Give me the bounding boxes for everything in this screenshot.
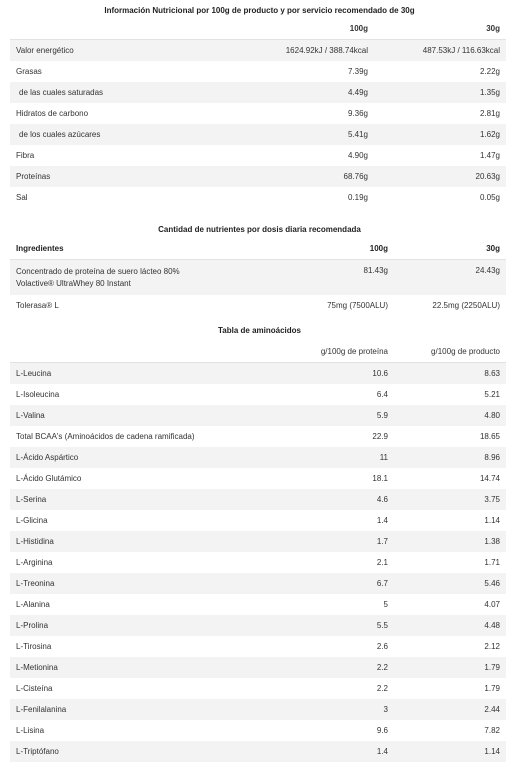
row-label: L-Glicina: [16, 516, 48, 525]
row-label: Total BCAA's (Aminoácidos de cadena ramificada): [16, 432, 195, 441]
table-row: [10, 720, 506, 741]
row-value-30g: 1.35g: [374, 82, 506, 103]
table-row: [10, 699, 506, 720]
ingredients-table: [10, 238, 506, 316]
nutrition-header-row: [10, 18, 506, 40]
row-value-product: 8.96: [394, 447, 506, 468]
table-row: [10, 531, 506, 552]
row-label: L-Ácido Aspártico: [10, 447, 242, 468]
row-value-protein: 18.1: [372, 474, 388, 483]
row-value-100g: 5.41g: [242, 124, 374, 145]
ingredients-header-row: [10, 238, 506, 260]
row-label: L-Arginina: [16, 558, 53, 567]
row-label: L-Lisina: [16, 726, 45, 735]
row-value-protein: 5.5: [242, 615, 394, 636]
table-row: [10, 426, 506, 447]
table-row: [10, 187, 506, 208]
table-row: [10, 678, 506, 699]
row-value-protein: 5: [383, 600, 388, 609]
table-row: [10, 40, 506, 62]
table-row: [10, 489, 506, 510]
row-value-100g: 68.76g: [242, 166, 374, 187]
ingredients-col-100g: 100g: [242, 238, 394, 260]
row-value-product: 4.07: [484, 600, 500, 609]
row-value-protein: 10.6: [242, 363, 394, 385]
row-value-product: 5.46: [394, 573, 506, 594]
row-value-protein: 6.4: [376, 390, 388, 399]
row-label: L-Cisteína: [16, 684, 53, 693]
row-label: Sal: [16, 193, 28, 202]
table-row: [10, 594, 506, 615]
row-label: L-Prolina: [10, 615, 242, 636]
row-value-protein: 2.2: [376, 684, 388, 693]
row-value-30g: 22.5mg (2250ALU): [432, 301, 500, 310]
row-value-product: 1.14: [484, 516, 500, 525]
nutrition-title: Información Nutricional por 100g de producto y por servicio recomendado de 30g: [104, 6, 415, 15]
amino-title: Tabla de aminoácidos: [218, 326, 301, 335]
table-row: [10, 615, 506, 636]
amino-col-product: g/100g de producto: [394, 341, 506, 363]
table-row: [10, 363, 506, 385]
table-row: [10, 573, 506, 594]
row-label: L-Alanina: [16, 600, 50, 609]
table-row: [10, 636, 506, 657]
row-label: L-Leucina: [10, 363, 242, 385]
row-value-protein: 1.4: [242, 741, 394, 762]
row-label: L-Triptófano: [10, 741, 242, 762]
row-label: Proteínas: [10, 166, 242, 187]
table-row: [10, 447, 506, 468]
row-value-protein: 22.9: [372, 432, 388, 441]
row-label: de los cuales azúcares: [10, 124, 242, 145]
table-row: [10, 82, 506, 103]
row-value-protein: 9.6: [376, 726, 388, 735]
row-value-100g: 7.39g: [347, 67, 368, 76]
row-value-100g: 0.19g: [347, 193, 368, 202]
table-row: [10, 145, 506, 166]
row-value-100g: 4.49g: [242, 82, 374, 103]
table-row: [10, 260, 506, 296]
row-value-product: 1.14: [394, 741, 506, 762]
row-label: L-Serina: [10, 489, 242, 510]
table-row: [10, 103, 506, 124]
row-value-product: 4.48: [394, 615, 506, 636]
row-label: L-Metionina: [10, 657, 242, 678]
row-label: L-Valina: [10, 405, 242, 426]
row-value-product: 2.44: [394, 699, 506, 720]
row-value-protein: 2.2: [242, 657, 394, 678]
row-value-product: 14.74: [479, 474, 500, 483]
table-row: [10, 61, 506, 82]
row-value-product: 1.38: [394, 531, 506, 552]
amino-table: [10, 341, 506, 762]
row-value-product: 1.79: [484, 684, 500, 693]
row-label: L-Fenilalanina: [10, 699, 242, 720]
row-label: Hidratos de carbono: [16, 109, 89, 118]
amino-col-protein: g/100g de proteína: [242, 341, 394, 363]
row-label: L-Isoleucina: [16, 390, 60, 399]
ingredient-brand: Volactive® UltraWhey 80 Instant: [16, 278, 131, 288]
nutrition-col-100g: 100g: [242, 18, 374, 40]
row-value-30g: 487.53kJ / 116.63kcal: [374, 40, 506, 62]
table-row: [10, 510, 506, 531]
table-row: [10, 295, 506, 316]
nutrition-col-30g: 30g: [374, 18, 506, 40]
row-value-protein: 2.6: [376, 642, 388, 651]
row-value-product: 4.80: [394, 405, 506, 426]
row-value-100g: 9.36g: [347, 109, 368, 118]
row-value-protein: 6.7: [242, 573, 394, 594]
row-value-product: 1.71: [484, 558, 500, 567]
row-value-product: 2.12: [484, 642, 500, 651]
row-value-30g: 1.47g: [479, 151, 500, 160]
row-value-30g: 2.81g: [479, 109, 500, 118]
row-value-100g: 81.43g: [242, 260, 394, 296]
row-label: L-Ácido Glutámico: [16, 474, 82, 483]
row-value-30g: 20.63g: [374, 166, 506, 187]
row-value-protein: 1.7: [242, 531, 394, 552]
table-row: [10, 166, 506, 187]
table-row: [10, 124, 506, 145]
row-value-protein: 4.6: [242, 489, 394, 510]
row-label: L-Histidina: [10, 531, 242, 552]
row-value-30g: 1.62g: [374, 124, 506, 145]
row-label: Grasas: [16, 67, 42, 76]
row-value-product: 18.65: [479, 432, 500, 441]
nutrition-table: [10, 18, 506, 208]
table-row: [10, 405, 506, 426]
table-row: [10, 552, 506, 573]
row-value-protein: 11: [242, 447, 394, 468]
row-label: L-Treonina: [10, 573, 242, 594]
ingredient-name: Tolerasa® L: [16, 301, 59, 310]
table-row: [10, 468, 506, 489]
row-value-100g: 4.90g: [347, 151, 368, 160]
row-label: L-Tirosina: [16, 642, 52, 651]
ingredients-header: Ingredientes: [10, 238, 242, 260]
row-label: Fibra: [16, 151, 35, 160]
row-value-30g: 2.22g: [479, 67, 500, 76]
row-value-protein: 1.4: [376, 516, 388, 525]
ingredient-name: Concentrado de proteína de suero lácteo 80%: [16, 266, 180, 276]
amino-header-row: [10, 341, 506, 363]
row-value-protein: 5.9: [242, 405, 394, 426]
row-value-product: 3.75: [394, 489, 506, 510]
ingredients-col-30g: 30g: [394, 238, 506, 260]
table-row: [10, 384, 506, 405]
row-value-product: 1.79: [394, 657, 506, 678]
row-value-100g: 75mg (7500ALU): [327, 301, 388, 310]
table-row: [10, 657, 506, 678]
row-value-protein: 2.1: [376, 558, 388, 567]
row-value-30g: 24.43g: [394, 260, 506, 296]
row-value-product: 7.82: [484, 726, 500, 735]
row-value-protein: 3: [242, 699, 394, 720]
ingredients-title: Cantidad de nutrientes por dosis diaria recomendada: [158, 225, 361, 234]
row-label: Valor energético: [10, 40, 242, 62]
row-value-100g: 1624.92kJ / 388.74kcal: [242, 40, 374, 62]
row-label: de las cuales saturadas: [10, 82, 242, 103]
row-value-product: 8.63: [394, 363, 506, 385]
table-row: [10, 741, 506, 762]
row-value-30g: 0.05g: [479, 193, 500, 202]
row-value-product: 5.21: [484, 390, 500, 399]
